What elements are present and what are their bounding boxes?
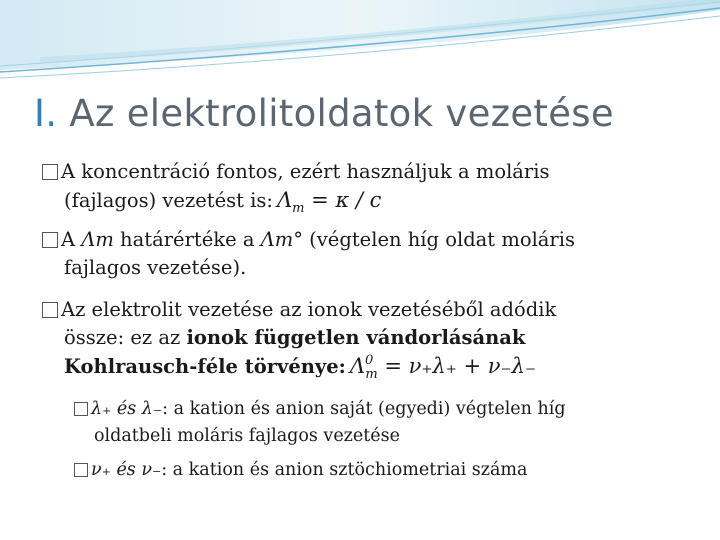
bullet-1 (42, 158, 550, 218)
kohlrausch-formula: $\Lambda^0_m = \nu_+\lambda_+ + \nu_-\lambda_-$ (349, 353, 537, 382)
bullet-3 (42, 296, 556, 384)
bullet-2-mid: határértéke a (113, 228, 261, 251)
bullet-2-prefix: A (61, 228, 82, 251)
bullet-marker (42, 302, 58, 318)
bullet-marker (42, 164, 58, 180)
title-text: Az elektrolitoldatok vezetése (69, 92, 614, 135)
bullet-2-line-2: fajlagos vezetése). (64, 256, 247, 279)
sub-bullet-2 (74, 457, 527, 484)
lambda-m-symbol: Λm (81, 228, 114, 251)
bullet-2 (42, 226, 575, 282)
bullet-marker (42, 232, 58, 248)
bullet-3-line-2-bold: ionok független vándorlásának (186, 326, 526, 349)
title-number: I. (34, 92, 58, 135)
header-wave-decoration (0, 0, 720, 90)
sub-bullet-marker (74, 402, 88, 416)
ion-conductivity-symbols: λ₊ és λ₋ (91, 399, 163, 419)
kohlrausch-law-label: Kohlrausch-féle törvénye: (64, 355, 346, 378)
stoichiometric-symbols: ν₊ és ν₋ (91, 460, 162, 480)
molar-conductivity-formula: $\Lambda_m = \kappa / c$ (277, 188, 382, 216)
lambda-m-zero-symbol: Λm° (260, 228, 303, 251)
bullet-1-line-2: (fajlagos) vezetést is: (64, 189, 273, 212)
page-title (34, 92, 614, 135)
sub-bullet-1-line-2: oldatbeli moláris fajlagos vezetése (94, 426, 400, 446)
bullet-1-line-1: A koncentráció fontos, ezért használjuk a moláris (61, 160, 550, 183)
sub-bullet-1-text: : a kation és anion saját (egyedi) végtelen híg (162, 399, 566, 419)
bullet-3-line-2: össze: ez az (64, 326, 187, 349)
sub-bullet-2-text: : a kation és anion sztöchiometriai száma (161, 460, 528, 480)
bullet-2-suffix: (végtelen híg oldat moláris (302, 228, 575, 251)
bullet-3-line-1: Az elektrolit vezetése az ionok vezetéséből adódik (61, 298, 557, 321)
sub-bullet-marker (74, 463, 88, 477)
sub-bullet-1 (74, 396, 566, 450)
